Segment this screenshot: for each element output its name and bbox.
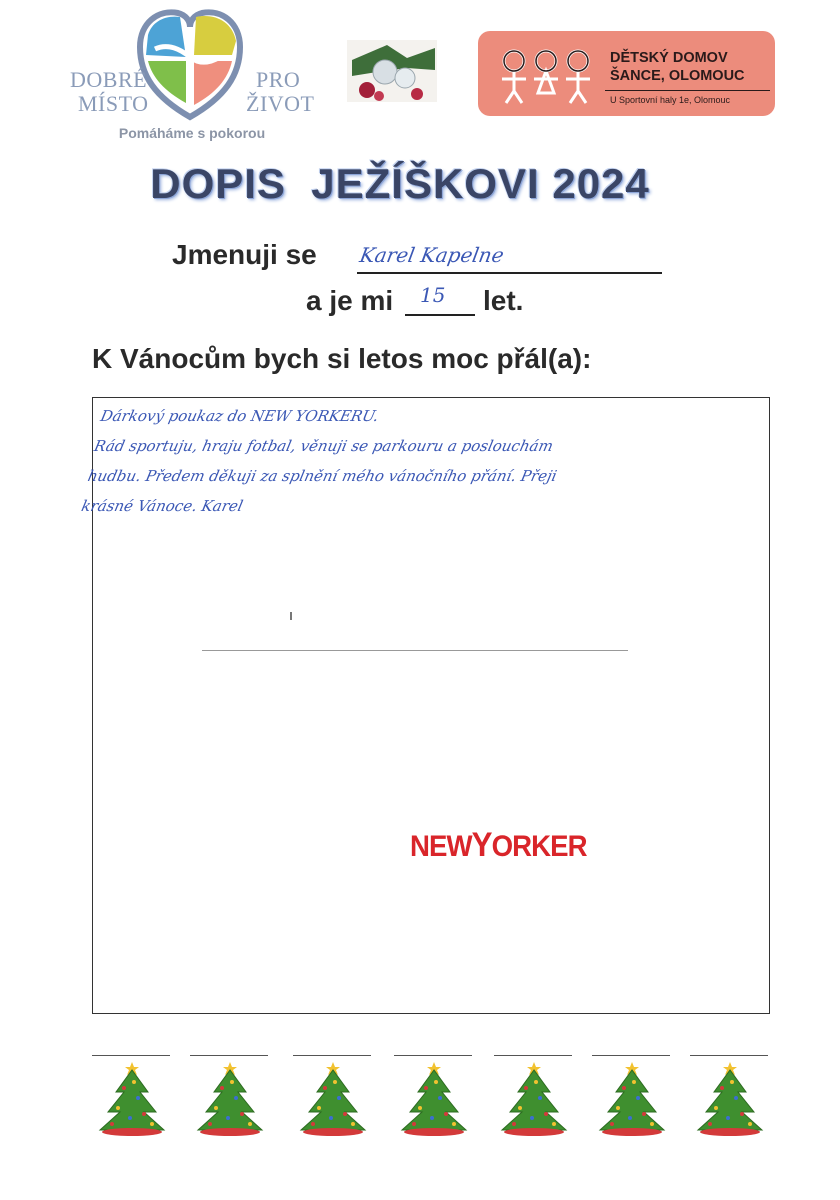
- tree-underline: [293, 1055, 371, 1056]
- tree-item: [293, 1050, 373, 1135]
- wish-handwritten-text: Dárkový poukaz do NEW YORKERU. Rád sportuju, hraju fotbal, věnuji se parkouru a poslouchám hudbu. Předem děkuji za splnění mého vánočního přání. Přeji krásné Vánoce. Karel: [79, 407, 559, 515]
- new-yorker-logo: NEWYORKER: [410, 826, 587, 864]
- tree-underline: [690, 1055, 768, 1056]
- christmas-tree-icon: [295, 1058, 371, 1138]
- christmas-tree-icon: [192, 1058, 268, 1138]
- age-label: a je mi: [306, 285, 394, 316]
- tree-underline: [190, 1055, 268, 1056]
- children-figures-icon: [478, 31, 598, 116]
- tree-item: [190, 1050, 270, 1135]
- tree-item: [92, 1050, 172, 1135]
- logo-word-misto: MÍSTO: [78, 91, 149, 116]
- christmas-tree-icon: [94, 1058, 170, 1138]
- age-unit-label: let.: [483, 285, 524, 316]
- tree-item: [690, 1050, 770, 1135]
- tree-item: [494, 1050, 574, 1135]
- tree-underline: [394, 1055, 472, 1056]
- stray-mark: [290, 612, 292, 620]
- letter-title: DOPIS JEŽÍŠKOVI 2024: [150, 160, 650, 207]
- logo-word-dobre: DOBRÉ: [70, 67, 148, 92]
- christmas-tree-icon: [692, 1058, 768, 1138]
- organization-name: DĚTSKÝ DOMOV ŠANCE, OLOMOUC: [610, 50, 745, 84]
- tree-underline: [92, 1055, 170, 1056]
- dobre-misto-logo: [60, 5, 320, 145]
- age-field: 15: [420, 283, 446, 307]
- name-field: Karel Kapelne: [357, 243, 506, 267]
- age-field-line: [405, 314, 475, 316]
- organization-address: U Sportovní haly 1e, Olomouc: [610, 95, 731, 105]
- logo-word-zivot: ŽIVOT: [246, 91, 315, 116]
- name-field-line: [357, 272, 662, 274]
- brand-letter-y: Y: [471, 826, 492, 864]
- christmas-tree-icon: [594, 1058, 670, 1138]
- wish-heading: K Vánocům bych si letos moc přál(a):: [92, 343, 592, 374]
- tree-underline: [494, 1055, 572, 1056]
- name-label: Jmenuji se: [172, 239, 317, 270]
- tree-underline: [592, 1055, 670, 1056]
- christmas-tree-icon: [396, 1058, 472, 1138]
- christmas-tree-icon: [496, 1058, 572, 1138]
- faint-divider: [202, 650, 628, 651]
- tree-item: [592, 1050, 672, 1135]
- logo-word-pro: PRO: [256, 67, 301, 92]
- tree-item: [394, 1050, 474, 1135]
- christmas-decoration-image: [347, 40, 437, 102]
- address-divider: [605, 90, 770, 91]
- logo-tagline: Pomáháme s pokorou: [118, 125, 266, 141]
